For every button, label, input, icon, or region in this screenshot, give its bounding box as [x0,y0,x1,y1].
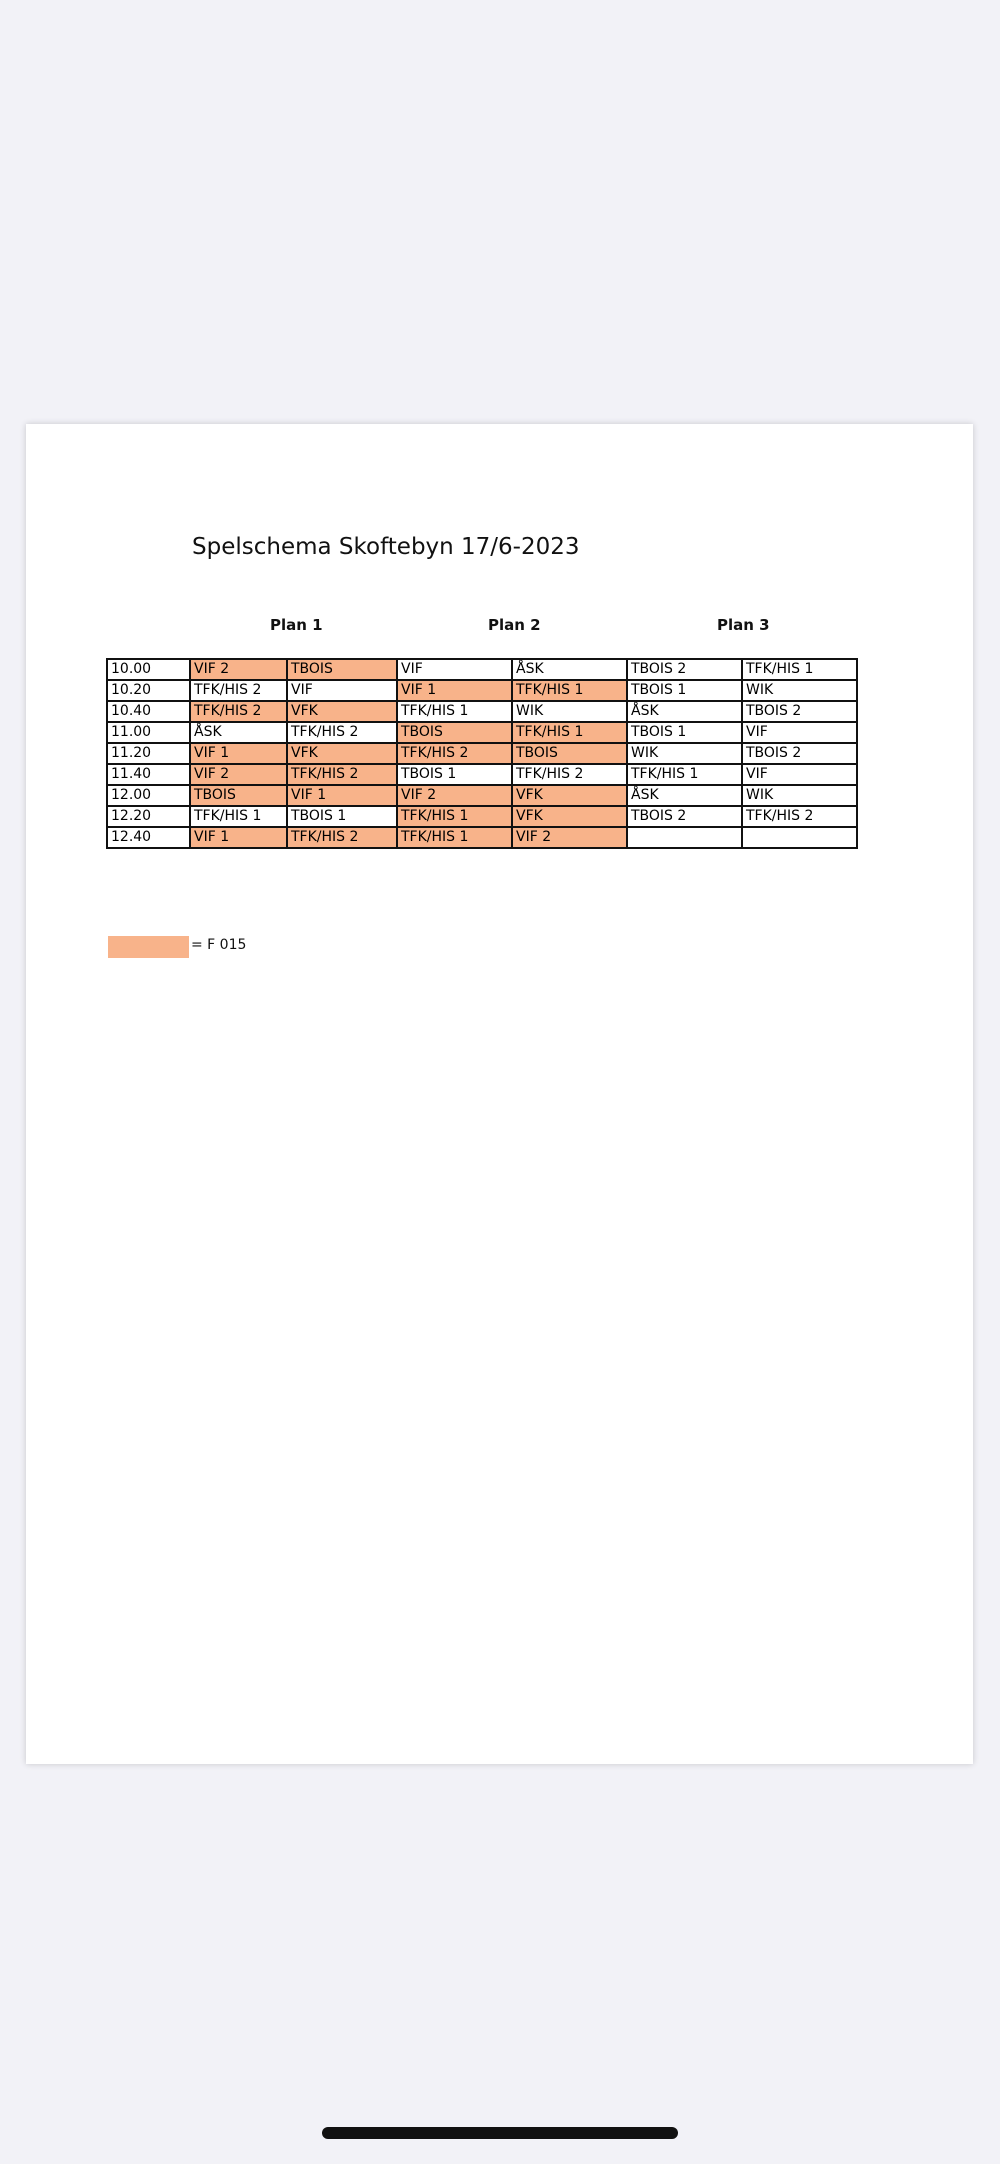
match-cell: TFK/HIS 2 [287,722,397,743]
match-cell: VIF 2 [190,659,287,680]
table-row [107,827,857,848]
match-cell: VFK [287,743,397,764]
table-row [107,743,857,764]
table-row [107,680,857,701]
match-cell: TBOIS 2 [627,659,742,680]
match-cell: TFK/HIS 2 [190,680,287,701]
legend-label: = F 015 [191,937,247,953]
match-cell: VFK [512,806,627,827]
match-cell: VIF [397,659,512,680]
match-cell: TBOIS [287,659,397,680]
match-cell: TBOIS [512,743,627,764]
match-cell: TBOIS 1 [627,680,742,701]
match-cell: VIF 1 [190,743,287,764]
match-cell: TFK/HIS 1 [627,764,742,785]
plan-3-header: Plan 3 [717,616,770,634]
match-cell: TBOIS [397,722,512,743]
match-cell: TFK/HIS 1 [190,806,287,827]
match-cell: WIK [742,680,857,701]
match-cell: TBOIS [190,785,287,806]
table-row [107,764,857,785]
match-cell: TBOIS 2 [742,743,857,764]
time-cell: 10.40 [107,701,190,722]
time-cell: 11.00 [107,722,190,743]
match-cell: TFK/HIS 1 [397,701,512,722]
time-cell: 12.20 [107,806,190,827]
match-cell: ÅSK [627,785,742,806]
table-row [107,659,857,680]
home-indicator[interactable] [322,2127,678,2139]
time-cell: 10.20 [107,680,190,701]
match-cell: TFK/HIS 2 [287,827,397,848]
match-cell: VIF 2 [397,785,512,806]
match-cell: VFK [512,785,627,806]
match-cell: WIK [512,701,627,722]
match-cell [627,827,742,848]
time-cell: 12.40 [107,827,190,848]
match-cell: TFK/HIS 2 [287,764,397,785]
match-cell: VIF 1 [287,785,397,806]
match-cell: VIF 2 [512,827,627,848]
match-cell: VFK [287,701,397,722]
match-cell: VIF [742,764,857,785]
time-cell: 11.40 [107,764,190,785]
time-cell: 12.00 [107,785,190,806]
match-cell: WIK [627,743,742,764]
match-cell: TFK/HIS 1 [512,722,627,743]
match-cell: TBOIS 2 [627,806,742,827]
match-cell: VIF 1 [397,680,512,701]
match-cell: TFK/HIS 2 [397,743,512,764]
match-cell: ÅSK [627,701,742,722]
match-cell: ÅSK [190,722,287,743]
match-cell: TFK/HIS 2 [742,806,857,827]
match-cell: ÅSK [512,659,627,680]
table-row [107,701,857,722]
match-cell: TBOIS 1 [627,722,742,743]
match-cell: VIF [742,722,857,743]
legend-color-swatch [108,936,189,958]
document-title: Spelschema Skoftebyn 17/6-2023 [192,534,580,560]
match-cell [742,827,857,848]
table-row [107,722,857,743]
match-cell: VIF 1 [190,827,287,848]
match-cell: TFK/HIS 2 [512,764,627,785]
table-row [107,806,857,827]
match-cell: TFK/HIS 2 [190,701,287,722]
match-cell: TFK/HIS 1 [397,806,512,827]
time-cell: 11.20 [107,743,190,764]
document-page [26,424,973,1764]
match-cell: TBOIS 1 [287,806,397,827]
match-cell: TFK/HIS 1 [512,680,627,701]
match-cell: TFK/HIS 1 [397,827,512,848]
time-cell: 10.00 [107,659,190,680]
match-cell: TFK/HIS 1 [742,659,857,680]
plan-1-header: Plan 1 [270,616,323,634]
table-row [107,785,857,806]
match-cell: VIF 2 [190,764,287,785]
schedule-table [106,658,858,849]
match-cell: TBOIS 1 [397,764,512,785]
match-cell: TBOIS 2 [742,701,857,722]
match-cell: WIK [742,785,857,806]
match-cell: VIF [287,680,397,701]
plan-2-header: Plan 2 [488,616,541,634]
